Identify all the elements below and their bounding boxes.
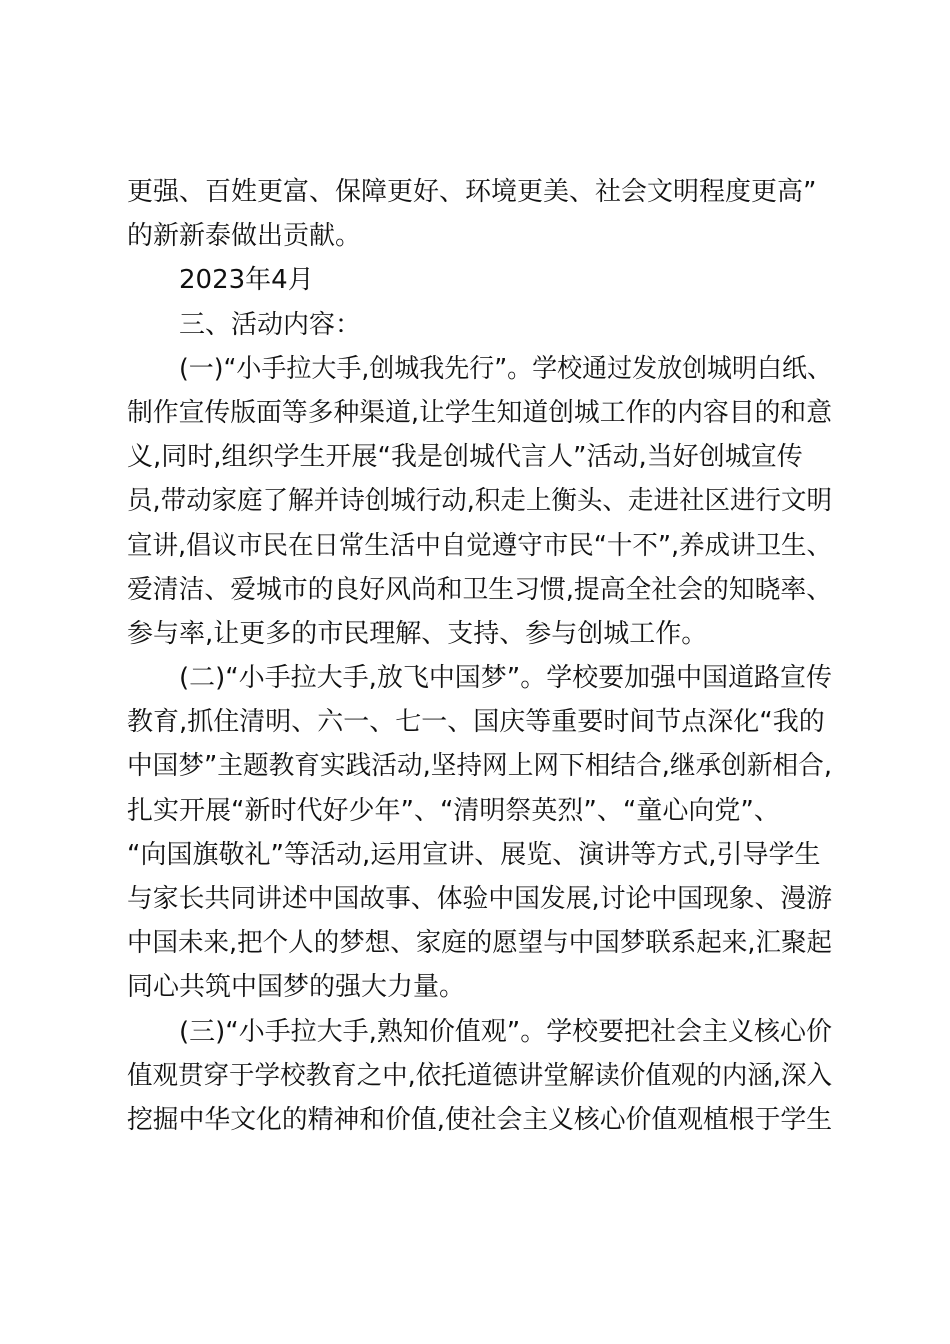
text-line: 同心共筑中国梦的强大力量。 (127, 972, 466, 1003)
text-line: 义,同时,组织学生开展“我是创城代言人”活动,当好创城宣传 (127, 442, 803, 473)
text-line: 挖掘中华文化的精神和价值,使社会主义核心价值观植根于学生 (127, 1104, 833, 1135)
text-line: “向国旗敬礼”等活动,运用宣讲、展览、演讲等方式,引导学生 (127, 839, 821, 870)
text-line: 中国未来,把个人的梦想、家庭的愿望与中国梦联系起来,汇聚起 (127, 928, 833, 959)
text-line: 值观贯穿于学校教育之中,依托道德讲堂解读价值观的内涵,深入 (127, 1060, 833, 1091)
date-line: 2023年4月 (179, 265, 314, 296)
text-line: 制作宣传版面等多种渠道,让学生知道创城工作的内容目的和意 (127, 397, 833, 428)
text-line: 宣讲,倡议市民在日常生活中自觉遵守市民“十不”,养成讲卫生、 (127, 530, 833, 561)
text-line: 更强、百姓更富、保障更好、环境更美、社会文明程度更高” (127, 177, 817, 207)
text-line: (二)“小手拉大手,放飞中国梦”。学校要加强中国道路宣传 (179, 663, 832, 694)
text-line: 教育,抓住清明、六一、七一、国庆等重要时间节点深化“我的 (127, 707, 825, 738)
text-line: 中国梦”主题教育实践活动,坚持网上网下相结合,继承创新相合, (127, 751, 832, 782)
text-line: 的新新泰做出贡献。 (127, 221, 362, 252)
text-line: 员,带动家庭了解并诗创城行动,积走上衡头、走进社区进行文明 (127, 486, 833, 517)
text-line: 与家长共同讲述中国故事、体验中国发展,讨论中国现象、漫游 (127, 884, 833, 914)
document-body (127, 170, 832, 1142)
section-heading: 三、活动内容： (179, 309, 362, 340)
text-line: (三)“小手拉大手,熟知价值观”。学校要把社会主义核心价 (179, 1016, 832, 1047)
text-line: (一)“小手拉大手,创城我先行”。学校通过发放创城明白纸、 (179, 353, 832, 384)
text-line: 参与率,让更多的市民理解、支持、参与创城工作。 (127, 618, 708, 649)
text-line: 扎实开展“新时代好少年”、“清明祭英烈”、“童心向党”、 (127, 795, 780, 826)
text-line: 爱清洁、爱城市的良好风尚和卫生习惯,提高全社会的知晓率、 (127, 574, 833, 605)
